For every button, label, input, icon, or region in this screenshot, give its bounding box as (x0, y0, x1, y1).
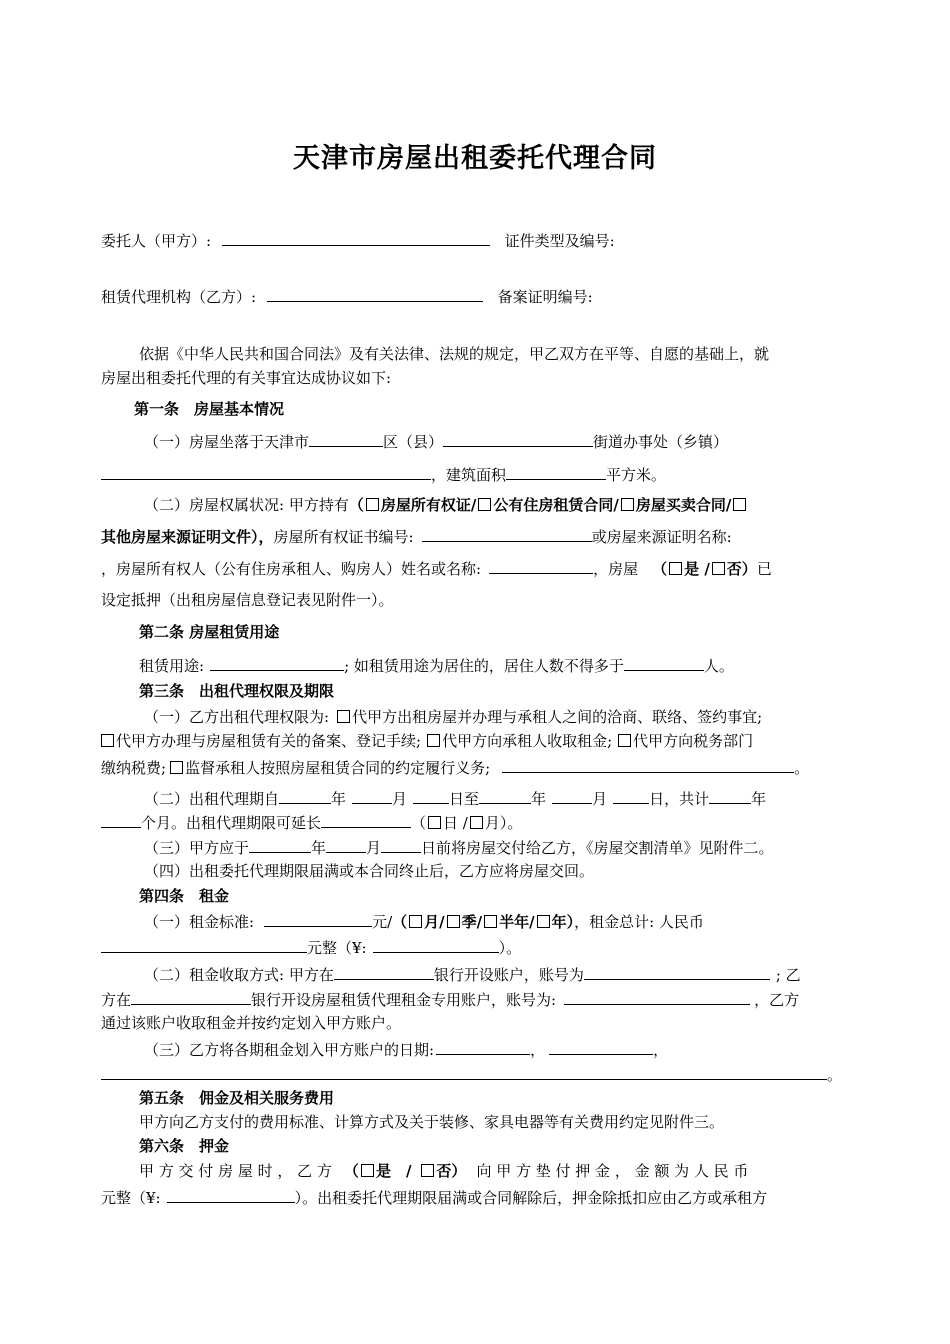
art2-line: 租赁用途: ; 如租赁用途为居住的，居住人数不得多于 人。 (139, 653, 849, 677)
party-a-bank-field[interactable] (334, 962, 434, 980)
handover-month-field[interactable] (326, 835, 366, 853)
checkbox-pay-taxes[interactable] (618, 734, 631, 747)
handover-year-field[interactable] (249, 835, 311, 853)
art6-line-cont: 元整（¥: ）。出租委托代理期限届满或合同解除后，押金除抵扣应由乙方或承租方 (101, 1185, 849, 1209)
art3-clause4: （四）出租委托代理期限届满或本合同终止后，乙方应将房屋交回。 (144, 862, 595, 880)
party-a-field[interactable] (222, 228, 490, 246)
art3-clause1-cont: 代甲方办理与房屋租赁有关的备案、登记手续; 代甲方向承租人收取租金; 代甲方向税务部门 (101, 730, 849, 752)
art4-clause1: （一）租金标准: 元/（ 月/ 季/ 半年/ 年），租金总计: 人民币 (144, 909, 849, 933)
owner-name-field[interactable] (489, 556, 593, 574)
end-month-field[interactable] (552, 786, 592, 804)
art3-clause1-cont2: 缴纳税费; 监督承租人按照房屋租赁合同的约定履行义务; 。 (101, 755, 849, 779)
party-b-account-field[interactable] (564, 987, 750, 1005)
transfer-date-field-3[interactable] (101, 1062, 827, 1080)
intro-line-1: 依据《中华人民共和国合同法》及有关法律、法规的规定，甲乙双方在平等、自愿的基础上，就 (139, 345, 770, 363)
checkbox-ownership-cert[interactable] (366, 498, 379, 511)
end-year-field[interactable] (479, 786, 531, 804)
art1-clause1: （一）房屋坐落于天津市 区（县） 街道办事处（乡镇） (144, 429, 849, 453)
art4-clause2-cont: 方在 银行开设房屋租赁代理租金专用账户，账号为: ，乙方 (101, 987, 849, 1011)
checkbox-deposit-no[interactable] (421, 1164, 434, 1177)
transfer-date-field-1[interactable] (436, 1037, 530, 1055)
party-b-bank-field[interactable] (131, 987, 251, 1005)
cert-number-field[interactable] (422, 524, 592, 542)
checkbox-rent-quarter[interactable] (447, 915, 460, 928)
intro-line-2: 房屋出租委托代理的有关事宜达成协议如下: (101, 369, 392, 387)
start-year-field[interactable] (279, 786, 331, 804)
art4-clause1-cont: 元整（¥: ）。 (101, 935, 849, 959)
checkbox-public-housing-lease[interactable] (478, 498, 491, 511)
checkbox-mortgage-yes[interactable] (669, 562, 682, 575)
party-b-line (101, 284, 849, 308)
rent-total-number-field[interactable] (373, 935, 499, 953)
art1-clause2: （二）房屋权属状况: 甲方持有（ 房屋所有权证/ 公有住房租赁合同/ 房屋买卖合同/ (144, 494, 849, 516)
art1-clause1-cont: ，建筑面积 平方米。 (101, 462, 849, 486)
end-day-field[interactable] (613, 786, 649, 804)
art1-clause2-cont: 其他房屋来源证明文件），房屋所有权证书编号: 或房屋来源证明名称: (101, 524, 849, 548)
checkbox-collect-rent[interactable] (427, 734, 440, 747)
art5-text: 甲方向乙方支付的费用标准、计算方式及关于装修、家具电器等有关费用约定见附件三。 (139, 1113, 725, 1131)
art3-heading: 第三条 出租代理权限及期限 (139, 682, 335, 700)
handover-day-field[interactable] (381, 835, 421, 853)
art3-clause1: （一）乙方出租代理权限为: 代甲方出租房屋并办理与承租人之间的洽商、联络、签约事宜; (144, 708, 763, 726)
checkbox-rent-year[interactable] (537, 915, 550, 928)
checkbox-rent-half-year[interactable] (484, 915, 497, 928)
art2-heading: 第二条 房屋租赁用途 (139, 623, 280, 641)
page-title: 天津市房屋出租委托代理合同 (293, 143, 657, 174)
address-field[interactable] (101, 462, 431, 480)
art4-heading: 第四条 租金 (139, 887, 230, 905)
max-occupants-field[interactable] (624, 653, 704, 671)
checkbox-deposit-yes[interactable] (361, 1164, 374, 1177)
art3-clause3: （三）甲方应于 年 月 日前将房屋交付给乙方，《房屋交割清单》见附件二。 (144, 835, 849, 859)
start-month-field[interactable] (352, 786, 392, 804)
art4-clause2-end: 通过该账户收取租金并按约定划入甲方账户。 (101, 1014, 402, 1032)
checkbox-extend-month[interactable] (470, 816, 483, 829)
art4-clause2: （二）租金收取方式: 甲方在 银行开设账户，账号为 ; 乙 (144, 962, 849, 986)
party-a-label: 委托人（甲方）: (101, 232, 212, 250)
party-a-line (101, 228, 849, 252)
art3-clause2: （二）出租代理期自 年 月 日至 年 月 日，共计 年 (144, 786, 849, 810)
district-field[interactable] (309, 429, 383, 447)
street-office-field[interactable] (443, 429, 593, 447)
party-b-label: 租赁代理机构（乙方）: (101, 288, 257, 306)
checkbox-mortgage-no[interactable] (712, 562, 725, 575)
art6-line: 甲 方 交 付 房 屋 时 ， 乙 方 （ 是 / 否） 向 甲 方 垫 付 押 金 ， 金 额 为 人 民 币 (139, 1162, 749, 1180)
transfer-date-field-2[interactable] (549, 1037, 653, 1055)
art3-clause2-cont: 个月。出租代理期限可延长 （ 日 / 月）。 (101, 810, 849, 834)
party-a-account-field[interactable] (584, 962, 770, 980)
art1-heading: 第一条 房屋基本情况 (134, 400, 285, 418)
checkbox-purchase-contract[interactable] (621, 498, 634, 511)
checkbox-supervise-tenant[interactable] (170, 761, 183, 774)
total-months-field[interactable] (101, 810, 141, 828)
art6-heading: 第六条 押金 (139, 1137, 230, 1155)
checkbox-rent-month[interactable] (409, 915, 422, 928)
art4-clause3-cont: 。 (101, 1062, 849, 1086)
art1-clause2-end: 设定抵押（出租房屋信息登记表见附件一）。 (101, 591, 394, 609)
art4-clause3: （三）乙方将各期租金划入甲方账户的日期: ， ， (144, 1037, 849, 1061)
area-field[interactable] (506, 462, 606, 480)
deposit-amount-field[interactable] (167, 1185, 295, 1203)
id-type-label: 证件类型及编号: (504, 232, 615, 250)
extension-field[interactable] (321, 810, 411, 828)
art1-clause2-cont2: ，房屋所有权人（公有住房承租人、购房人）姓名或名称: ，房屋 （ 是 / 否）已 (101, 556, 849, 580)
other-authority-field[interactable] (502, 755, 794, 773)
start-day-field[interactable] (413, 786, 449, 804)
lease-use-field[interactable] (210, 653, 344, 671)
checkbox-rent-out-negotiate[interactable] (337, 710, 350, 723)
checkbox-filing-registration[interactable] (101, 734, 114, 747)
rent-amount-field[interactable] (264, 909, 372, 927)
checkbox-other-proof[interactable] (733, 498, 746, 511)
party-b-field[interactable] (267, 284, 483, 302)
art5-heading: 第五条 佣金及相关服务费用 (139, 1089, 335, 1107)
total-years-field[interactable] (709, 786, 751, 804)
filing-label: 备案证明编号: (497, 288, 593, 306)
rent-total-words-field[interactable] (101, 935, 307, 953)
checkbox-extend-day[interactable] (428, 816, 441, 829)
